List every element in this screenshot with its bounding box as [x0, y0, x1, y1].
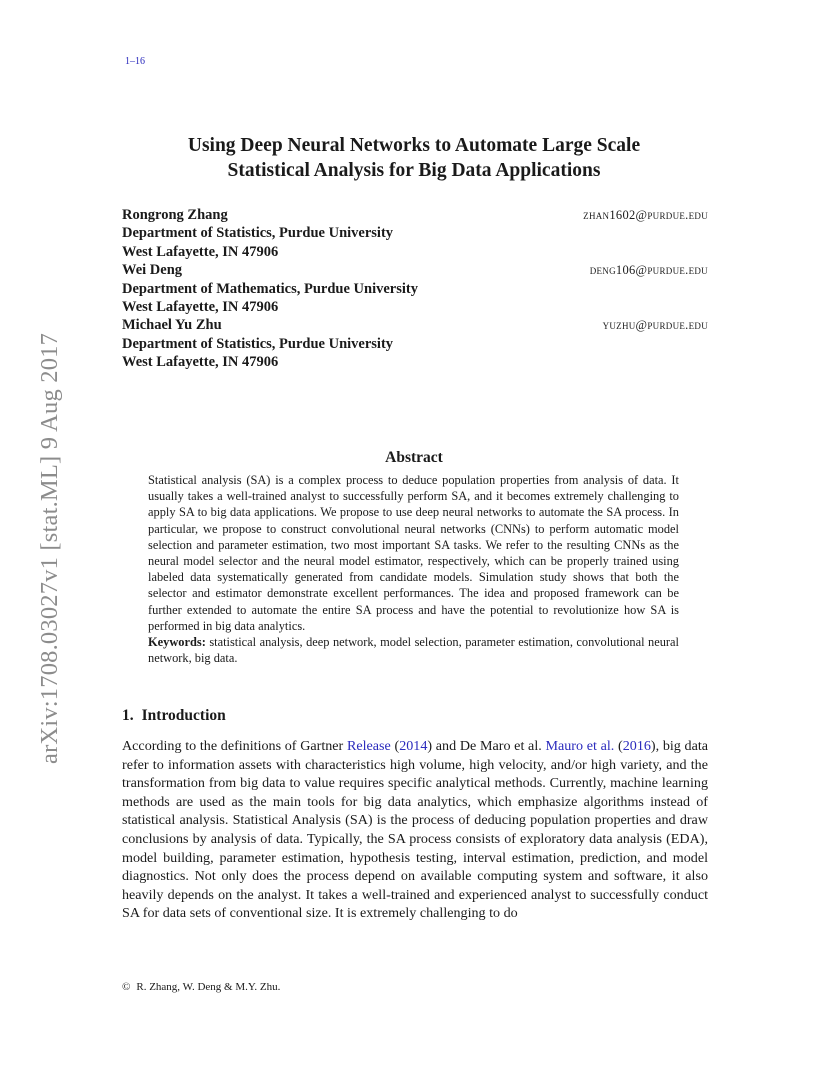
paper-title [120, 133, 708, 183]
author-department: Department of Statistics, Purdue University [122, 225, 394, 242]
section-number: 1. [122, 707, 134, 724]
title-line-2: Statistical Analysis for Big Data Applications [227, 160, 601, 181]
intro-text: ( [390, 738, 400, 754]
footer-authors: R. Zhang, W. Deng & M.Y. Zhu. [136, 981, 281, 993]
author-3-line [122, 316, 708, 334]
author-affiliation [122, 224, 708, 242]
keywords-label: Keywords: [148, 635, 206, 650]
page-range: 1–16 [125, 56, 145, 67]
author-1-line [122, 206, 708, 224]
citation-link[interactable]: Mauro et al. [545, 738, 615, 754]
intro-text: ) and De Maro et al. [427, 738, 546, 754]
author-name: Wei Deng [122, 262, 183, 279]
arxiv-identifier-stamp[interactable]: arXiv:1708.03027v1 [stat.ML] 9 Aug 2017 [36, 332, 63, 764]
author-name: Michael Yu Zhu [122, 317, 222, 334]
author-department: Department of Mathematics, Purdue University [122, 280, 418, 297]
intro-text: ), big data refer to information assets with characteristics high volume, high velocity, and/or high variety, and the transformation from big data to value requires specific analytical methods. Currently, machine learning methods are used as the main tools for big data analytics, which emphasize algorithms instead of statistical analysis. Statistical Analysis (SA) is the process of deducing population properties and draw conclusions by analysis of data. Typically, the SA process consists of exploratory data analysis (EDA), model building, parameter estimation, hypothesis testing, interval estimation, prediction, and model diagnostics. Not only does the process depend on available computing system and software, it also heavily depends on the analyst. It takes a well-trained and experienced analyst to successfully conduct SA for data sets of conventional size. It is extremely challenging to do [122, 738, 709, 922]
intro-text: ( [614, 738, 623, 754]
author-city: West Lafayette, IN 47906 [122, 354, 279, 371]
author-email[interactable]: zhan1602@purdue.edu [583, 208, 708, 222]
keywords-paragraph [148, 634, 679, 666]
author-address [122, 353, 708, 371]
author-address [122, 243, 708, 261]
abstract-body [148, 472, 679, 666]
copyright-icon: © [122, 981, 131, 993]
citation-link[interactable]: 2014 [399, 738, 428, 754]
citation-link[interactable]: 2016 [622, 738, 651, 754]
author-name: Rongrong Zhang [122, 207, 228, 223]
citation-link[interactable]: Release [346, 738, 391, 754]
section-heading-introduction [122, 707, 226, 725]
author-city: West Lafayette, IN 47906 [122, 243, 279, 260]
keywords-list: statistical analysis, deep network, model selection, parameter estimation, convolutional neural network, big data. [148, 635, 679, 666]
author-block [122, 206, 708, 372]
author-affiliation [122, 280, 708, 298]
author-address [122, 298, 708, 316]
introduction-paragraph [122, 737, 708, 923]
copyright-footer [122, 981, 280, 993]
abstract-heading: Abstract [385, 449, 443, 466]
author-email[interactable]: deng106@purdue.edu [589, 263, 708, 278]
author-city: West Lafayette, IN 47906 [122, 299, 279, 316]
author-affiliation [122, 335, 708, 353]
title-line-1: Using Deep Neural Networks to Automate Large Scale [187, 135, 641, 156]
abstract-text: Statistical analysis (SA) is a complex process to deduce population properties from analysis of data. It usually takes a well-trained analyst to successfully perform SA, and it becomes extremely challenging to apply SA to big data applications. We propose to use deep neural networks to automate the SA process. In particular, we propose to construct convolutional neural networks (CNNs) to perform automatic model selection and parameter estimation, two most important SA tasks. We refer to the resulting CNNs as the neural model selector and the neural model estimator, respectively, which can be properly trained using labeled data systematically generated from candidate models. Simulation study shows that both the selector and estimator demonstrate excellent performances. The idea and proposed framework can be further extended to automate the entire SA process and have the potential to revolutionize how SA is performed in big data analytics. [148, 473, 679, 633]
author-email[interactable]: yuzhu@purdue.edu [602, 318, 708, 333]
intro-text: According to the definitions of Gartner [122, 738, 347, 754]
author-department: Department of Statistics, Purdue University [122, 335, 394, 352]
author-2-line [122, 261, 708, 279]
section-title: Introduction [141, 707, 226, 724]
